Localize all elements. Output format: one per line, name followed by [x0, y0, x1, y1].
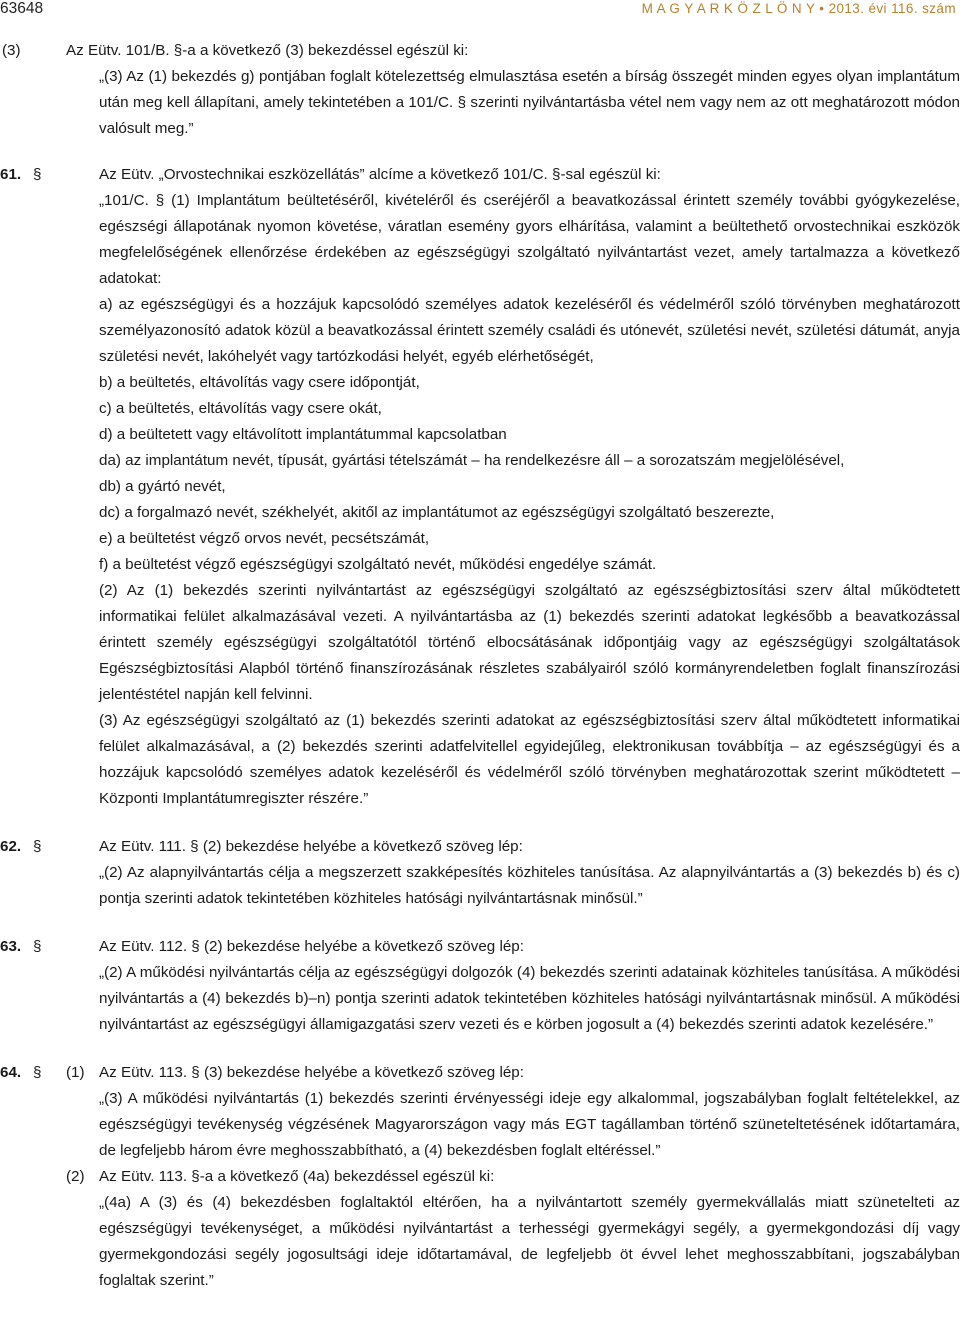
- section-sign: §: [33, 938, 42, 955]
- paragraph: c) a beültetés, eltávolítás vagy csere okát,: [99, 400, 382, 417]
- running-head: M A G Y A R K Ö Z L Ö N Y • 2013. évi 116. szám: [641, 1, 956, 16]
- page-number: 63648: [0, 0, 44, 17]
- page-header: [0, 0, 960, 20]
- paragraph: f) a beültetést végző egészségügyi szolgáltató nevét, működési engedélye számát.: [99, 556, 657, 573]
- section-lead: Az Eütv. 113. §-a a következő (4a) bekezdéssel egészül ki:: [99, 1168, 495, 1185]
- paragraph: (2) Az (1) bekezdés szerinti nyilvántartást az egészségügyi szolgáltató az egészségbiztosítási szerv által működtetett informatikai felület alkalmazásával vezeti. A nyilvántartásba az (1) bekezdés szerinti adatokat legkésőbb a beavatkozással érintett személy egészségügyi szolgáltatótól történő elbocsátásának időpontjáig vagy az egészségügyi szolgáltatások Egészségbiztosítási Alapból történő finanszírozásának részletes szabályairól szóló kormányrendeletben foglalt finanszírozási jelentéstétel napján kell felvinni.: [99, 582, 960, 703]
- amendment-quote: „(4a) A (3) és (4) bekezdésben foglaltaktól eltérően, ha a nyilvántartott személy gyermekvállalás miatt szünetelteti az egészségügyi tevékenységet, a működési nyilvántartást a terhességi gyermekágyi segély, a gyermekgondozási díj vagy gyermekgondozási segély jogosultsági ideje időtartamával, de legfeljebb öt évvel lehet meghosszabbítani, jogszabályban foglaltak szerint.”: [99, 1194, 960, 1289]
- amendment-quote: „(2) A működési nyilvántartás célja az egészségügyi dolgozók (4) bekezdés szerinti adatainak közhiteles tanúsítása. A működési nyilvántartás a (4) bekezdés b)–n) pontja szerinti adatok tekintetében közhiteles hatósági nyilvántartásnak minősül. A működési nyilvántartást az egészségügyi államigazgatási szerv vezeti és e körben jogosult a (4) bekezdés szerinti adatok kezelésére.”: [99, 964, 960, 1033]
- paragraph: e) a beültetést végző orvos nevét, pecsétszámát,: [99, 530, 430, 547]
- paragraph: b) a beültetés, eltávolítás vagy csere időpontját,: [99, 374, 420, 391]
- section-number: 61.: [0, 166, 22, 183]
- paragraph: d) a beültetett vagy eltávolított implantátummal kapcsolatban: [99, 426, 507, 443]
- section-lead: Az Eütv. 111. § (2) bekezdése helyébe a következő szöveg lép:: [99, 838, 523, 855]
- section-number: 62.: [0, 838, 22, 855]
- amendment-quote: „(3) A működési nyilvántartás (1) bekezdés szerinti érvényességi ideje egy alkalommal, jogszabályban foglalt feltételekkel, az egészségügyi tevékenység végzésének Magyarországon vagy más EGT tagállamban történő szüneteltetésének időtartamára, de legfeljebb három évre meghosszabbítható, a (4) bekezdésben foglalt eltéréssel.”: [99, 1090, 960, 1159]
- amendment-quote: „(2) Az alapnyilvántartás célja a megszerzett szakképesítés közhiteles tanúsítása. Az alapnyilvántartás a (3) bekezdés b) és c) pontja szerinti adatok tekintetében közhiteles hatósági nyilvántartásnak minősül.”: [99, 864, 960, 907]
- section-number: 63.: [0, 938, 22, 955]
- paragraph: a) az egészségügyi és a hozzájuk kapcsolódó személyes adatok kezeléséről és védelméről szóló törvényben meghatározott személyazonosító adatok közül a beavatkozással érintett személy családi és utónevét, születési nevét, születési dátumát, anyja születési nevét, lakóhelyét vagy tartózkodási helyét, egyéb elérhetőségét,: [99, 296, 960, 365]
- paragraph: „101/C. § (1) Implantátum beültetéséről, kivételéről és cseréjéről a beavatkozással érintett személy további gyógykezelése, egészségi állapotának nyomon követése, váratlan esemény gyors elhárítása, valamint a beültethető orvostechnikai eszközök megfelelőségének ellenőrzése érdekében az egészségügyi szolgáltató nyilvántartást vezet, amely tartalmazza a következő adatokat:: [99, 192, 960, 287]
- section-61-text: [0, 188, 960, 812]
- subsection-number: (2): [66, 1168, 85, 1185]
- section-lead: Az Eütv. 112. § (2) bekezdése helyébe a következő szöveg lép:: [99, 938, 524, 955]
- section-64: [0, 1060, 960, 1086]
- section-62: [0, 834, 960, 860]
- paragraph: da) az implantátum nevét, típusát, gyártási tételszámát – ha rendelkezésre áll – a sorozatszám megjelölésével,: [99, 452, 845, 469]
- document-body: [0, 38, 960, 1294]
- section-number: 64.: [0, 1064, 22, 1081]
- section-sign: §: [33, 838, 42, 855]
- amendment-quote: „(3) Az (1) bekezdés g) pontjában foglalt kötelezettség elmulasztása esetén a bírság összegét minden egyes olyan implantátum után meg kell állapítani, amely tekintetében a 101/C. § szerinti nyilvántartásba vétel nem vagy nem az ott meghatározott módon valósult meg.”: [99, 68, 960, 137]
- subsection-3: [0, 38, 960, 64]
- section-61: [0, 162, 960, 188]
- section-lead: Az Eütv. „Orvostechnikai eszközellátás” alcíme a következő 101/C. §-sal egészül ki:: [99, 166, 661, 183]
- section-sign: §: [33, 166, 42, 183]
- section-sign: §: [33, 1064, 42, 1081]
- subsection-number: (3): [2, 42, 21, 59]
- paragraph: dc) a forgalmazó nevét, székhelyét, akitől az implantátumot az egészségügyi szolgáltató beszerezte,: [99, 504, 775, 521]
- subsection-number: (1): [66, 1064, 85, 1081]
- section-lead: Az Eütv. 113. § (3) bekezdése helyébe a következő szöveg lép:: [99, 1064, 524, 1081]
- subsection-2: [0, 1164, 960, 1190]
- section-63: [0, 934, 960, 960]
- paragraph: db) a gyártó nevét,: [99, 478, 226, 495]
- subsection-lead: Az Eütv. 101/B. §-a a következő (3) bekezdéssel egészül ki:: [66, 42, 469, 59]
- paragraph: (3) Az egészségügyi szolgáltató az (1) bekezdés szerinti adatokat az egészségbiztosítási szerv által működtetett informatikai felület alkalmazásával, a (2) bekezdés szerinti adatfelvitellel egyidejűleg, elektronikusan továbbítja – az egészségügyi és a hozzájuk kapcsolódó személyes adatok kezeléséről és védelméről szóló törvényben meghatározottak szerint működtetett – Központi Implantátumregiszter részére.”: [99, 712, 960, 807]
